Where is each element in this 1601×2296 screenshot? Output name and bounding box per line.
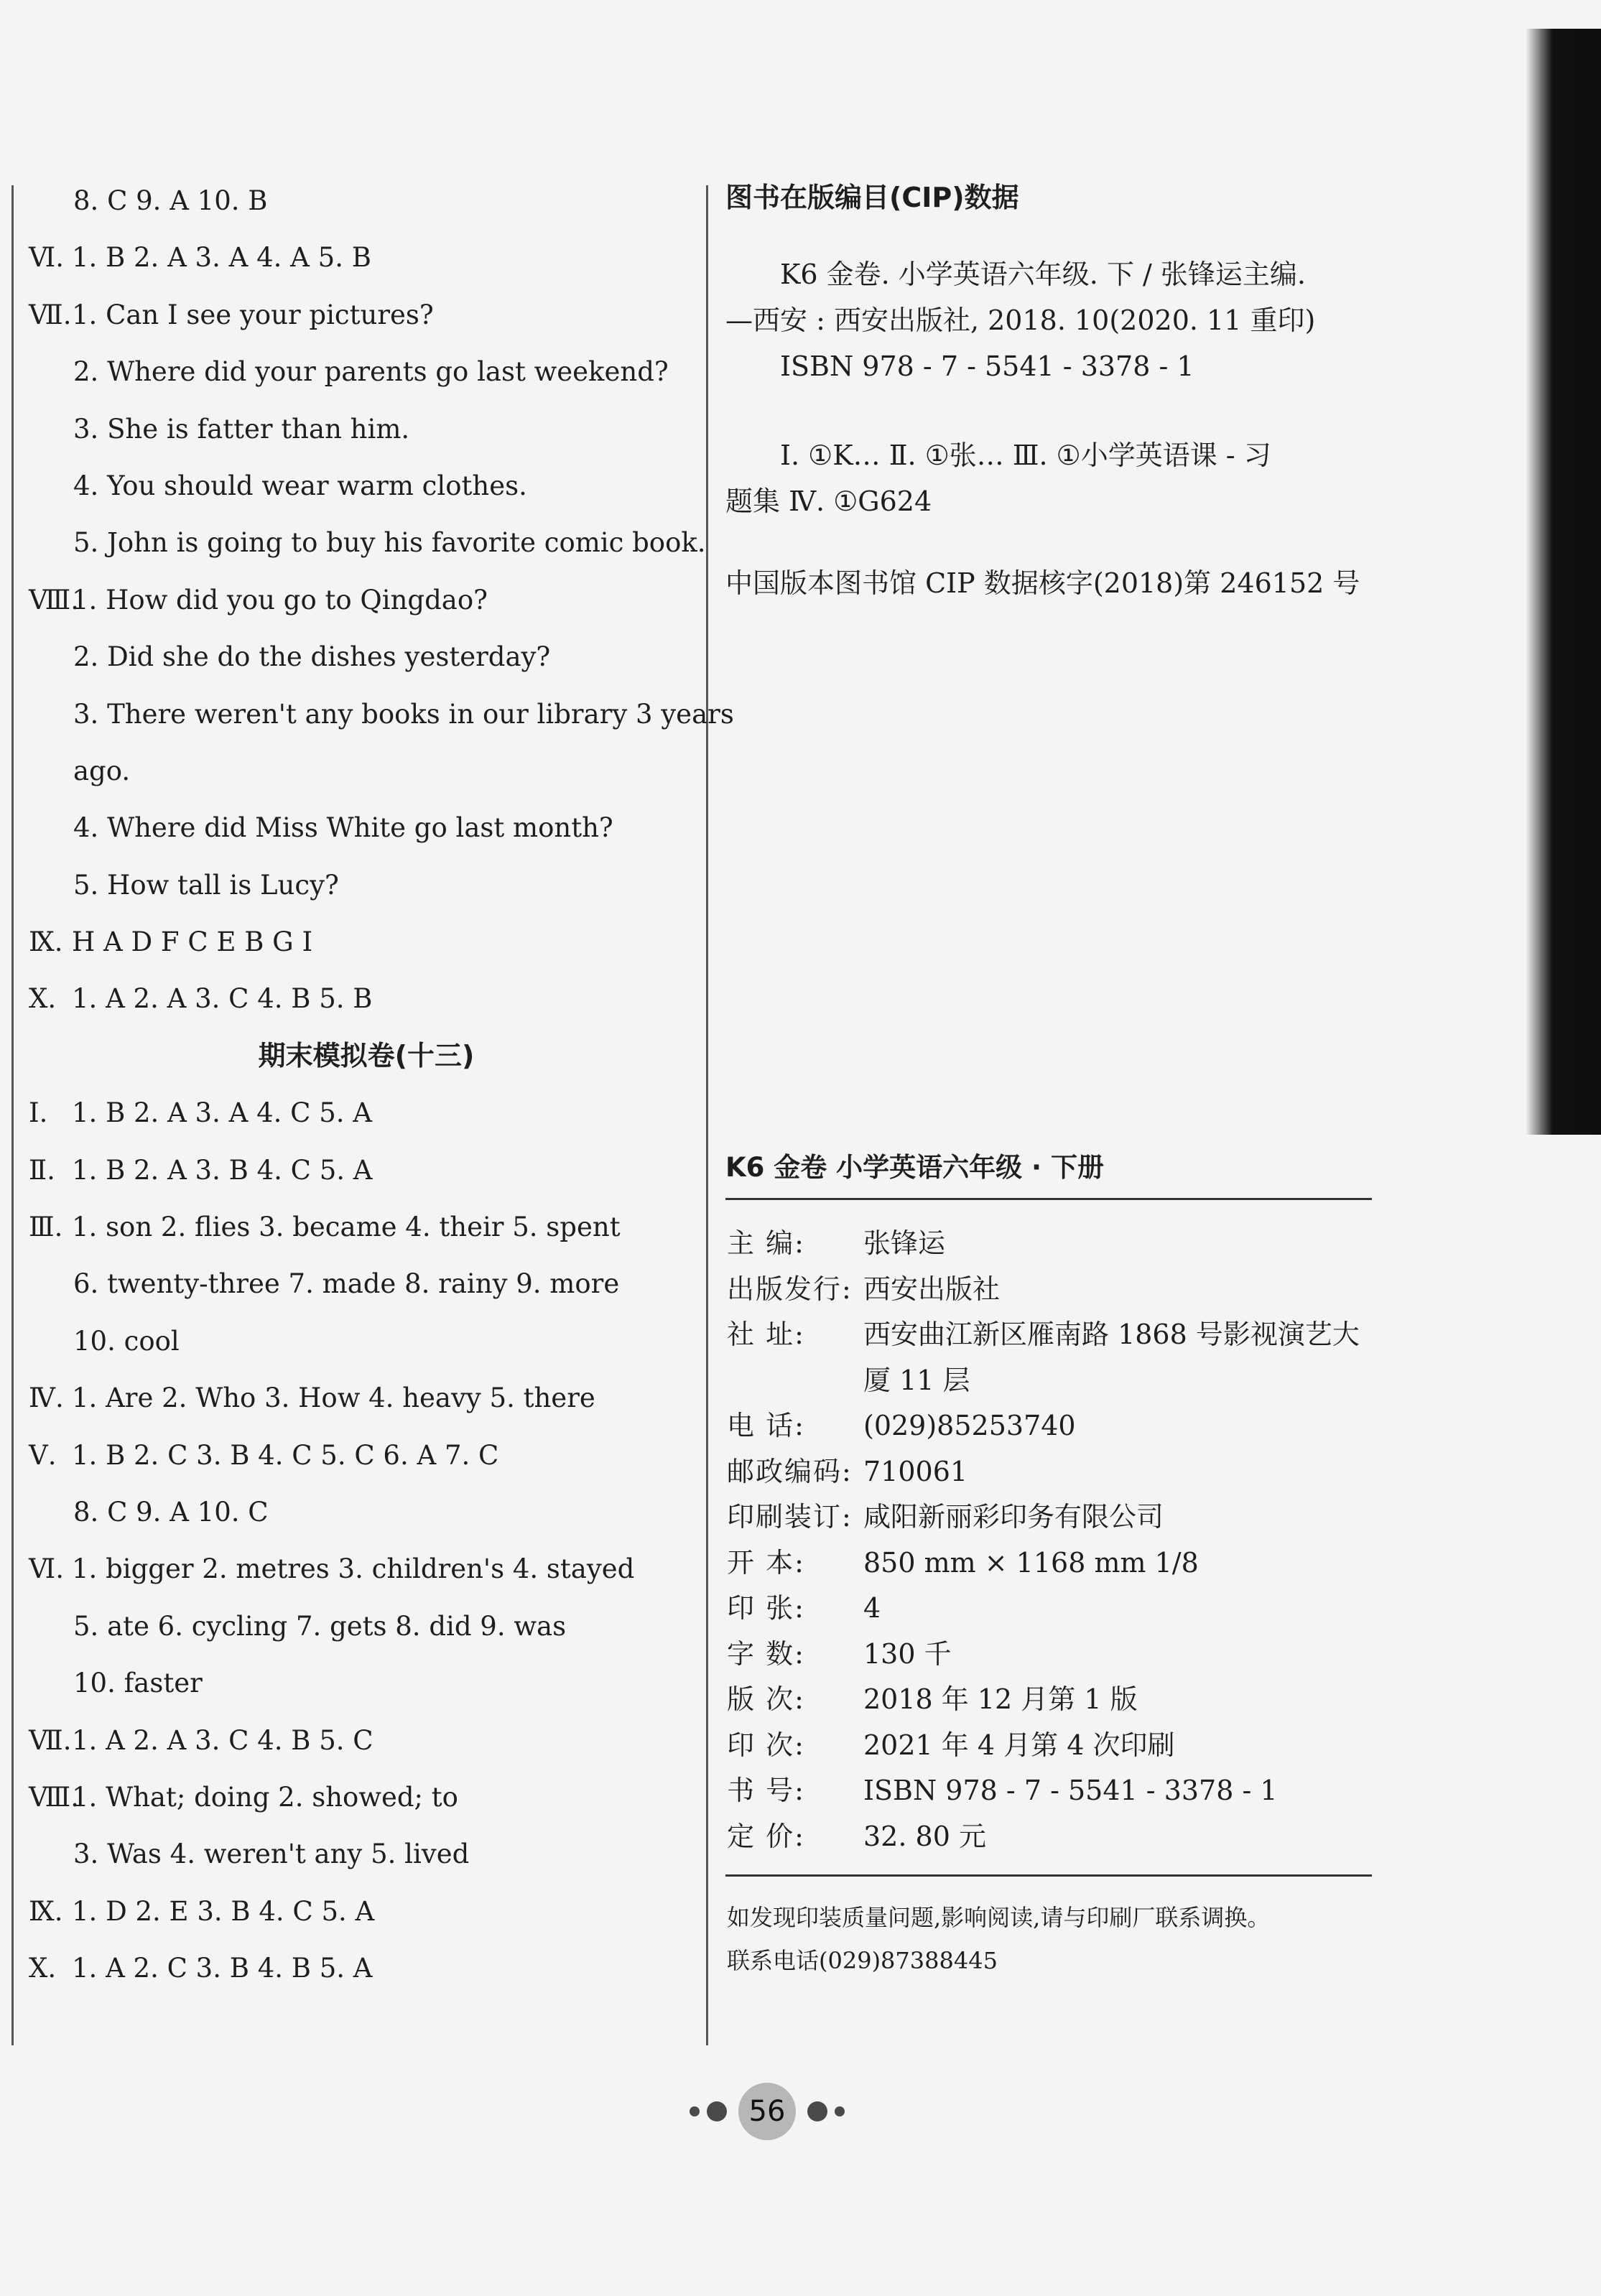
publication-specs [727,1221,1388,1859]
spec-key: 印刷装订: [727,1501,853,1533]
answer-text: 2. Did she do the dishes yesterday? [73,641,551,673]
answer-text: 3. There weren't any books in our library 3 years [73,698,734,730]
section-number: Ⅱ. [29,1154,55,1186]
answer-line [29,970,704,1027]
answer-text: 4. You should wear warm clothes. [73,470,527,501]
spec-key: 版 次: [727,1683,805,1715]
spec-value: 厦 11 层 [863,1364,970,1396]
section-number: Ⅰ. [29,1097,48,1129]
cip-line-3: ISBN 978 - 7 - 5541 - 3378 - 1 [780,350,1194,382]
spec-row [727,1768,1388,1814]
spec-key: 开 本: [727,1546,805,1579]
answer-line [29,1655,704,1711]
answer-line [29,1199,704,1255]
spec-value: 2021 年 4 月第 4 次印刷 [863,1729,1175,1761]
spec-key: 邮政编码: [727,1455,853,1487]
answer-text: 1. Are 2. Who 3. How 4. heavy 5. there [72,1382,595,1414]
answer-line [29,1598,704,1655]
section-heading: 期末模拟卷(十三) [258,1039,475,1072]
section-number: Ⅵ. [29,242,64,274]
page-dot-left-small [690,2106,700,2116]
spec-row [727,1677,1388,1723]
spec-value: 张锋运 [863,1227,946,1259]
section-number: Ⅳ. [29,1382,64,1414]
scan-dark-edge [1493,29,1601,1135]
answer-line [29,686,734,743]
spec-value: 710061 [863,1455,968,1487]
answer-line [29,1940,704,1997]
answer-text: 8. C 9. A 10. B [73,185,268,216]
section-number: Ⅵ. [29,1553,64,1585]
answer-line [29,1313,704,1370]
spec-value: 西安出版社 [863,1273,1001,1305]
quality-note [727,1896,1388,1982]
answer-text: 1. B 2. A 3. A 4. C 5. A [72,1097,373,1129]
spec-key: 印 次: [727,1729,805,1761]
quality-note-line-1: 如发现印装质量问题,影响阅读,请与印刷厂联系调换。 [727,1904,1271,1931]
spec-value: 4 [863,1592,881,1624]
spec-key: 主 编: [727,1227,805,1259]
spec-row [727,1495,1388,1540]
answer-text: 1. bigger 2. metres 3. children's 4. stayed [72,1553,635,1585]
spec-row [727,1586,1388,1632]
spec-value: 130 千 [863,1637,952,1670]
specs-top-rule [725,1198,1372,1200]
answer-text: ago. [73,755,131,786]
answer-text: 6. twenty-three 7. made 8. rainy 9. more [73,1268,620,1300]
answer-line [29,1769,704,1826]
spec-row [727,1267,1388,1313]
spec-value: (029)85253740 [863,1410,1076,1441]
answer-text: 1. How did you go to Qingdao? [72,584,488,615]
spec-row [727,1449,1388,1495]
spec-key: 出版发行: [727,1273,853,1305]
spec-row [727,1358,1388,1404]
spec-key: 社 址: [727,1319,805,1350]
answer-line [29,1255,704,1312]
answer-text: 3. Was 4. weren't any 5. lived [73,1839,470,1870]
spec-value: 32. 80 元 [863,1820,986,1852]
spec-row [727,1540,1388,1586]
section-number: Ⅷ. [29,1781,80,1813]
left-margin-rule [11,185,14,2045]
answer-line [29,514,704,571]
spec-row [727,1403,1388,1449]
spec-value: 850 mm × 1168 mm 1/8 [863,1546,1199,1579]
cip-line-6: 中国版本图书馆 CIP 数据核字(2018)第 246152 号 [725,567,1360,599]
answer-text: 1. A 2. A 3. C 4. B 5. C [72,1724,373,1756]
page-dot-right-small [835,2106,845,2116]
cip-title: 图书在版编目(CIP)数据 [725,182,1019,213]
answer-text: 1. B 2. C 3. B 4. C 5. C 6. A 7. C [72,1439,499,1471]
answer-line [29,799,704,856]
answer-line [29,1142,704,1199]
answer-line [29,1712,704,1769]
section-number: Ⅶ. [29,1724,72,1756]
answer-text: 10. faster [73,1668,203,1699]
answer-line [29,287,704,343]
spec-row [727,1632,1388,1678]
answer-text: 1. D 2. E 3. B 4. C 5. A [72,1895,375,1927]
answer-line [29,1084,704,1141]
answer-line [29,857,704,914]
page-dot-right-large [807,2101,827,2121]
answer-key-column [29,172,734,1997]
spec-row [727,1312,1388,1358]
answer-text: 4. Where did Miss White go last month? [73,812,613,844]
spec-key: 书 号: [727,1775,805,1806]
spec-row [727,1221,1388,1267]
cip-line-4: Ⅰ. ①K… Ⅱ. ①张… Ⅲ. ①小学英语课 - 习 [780,440,1271,471]
answer-line [29,743,704,799]
section-number: Ⅸ. [29,926,63,958]
answer-text: 1. son 2. flies 3. became 4. their 5. spent [72,1212,621,1243]
spec-row [727,1814,1388,1860]
answer-line [29,401,704,457]
answer-line [29,572,704,628]
cip-block [725,172,1386,606]
answer-line [29,1370,704,1426]
section-number: Ⅹ. [29,983,57,1015]
cip-line-2: —西安 : 西安出版社, 2018. 10(2020. 11 重印) [725,305,1316,336]
answer-line [29,229,704,286]
answer-text: 1. B 2. A 3. A 4. A 5. B [72,242,371,274]
spec-value: 2018 年 12 月第 1 版 [863,1683,1138,1715]
answer-text: 1. A 2. C 3. B 4. B 5. A [72,1953,373,1984]
cip-line-1: K6 金卷. 小学英语六年级. 下 / 张锋运主编. [780,259,1307,290]
answer-text: 3. She is fatter than him. [73,413,410,445]
cip-line-5: 题集 Ⅳ. ①G624 [725,485,932,517]
answer-text: 10. cool [73,1325,180,1357]
column-divider [706,185,708,2045]
answer-line [29,914,704,970]
answer-text: 5. John is going to buy his favorite comic book. [73,527,706,559]
section-number: Ⅴ. [29,1439,57,1471]
section-number: Ⅸ. [29,1895,63,1927]
answer-line [29,343,704,400]
answer-text: 2. Where did your parents go last weekend? [73,356,669,388]
answer-text: 1. What; doing 2. showed; to [72,1781,458,1813]
answer-text: 8. C 9. A 10. C [73,1496,269,1528]
section-number: Ⅹ. [29,1953,57,1984]
answer-line [29,1484,704,1540]
section-number: Ⅶ. [29,299,72,330]
quality-note-line-2: 联系电话(029)87388445 [727,1947,998,1974]
answer-text: 1. B 2. A 3. B 4. C 5. A [72,1154,373,1186]
spec-key: 印 张: [727,1592,805,1624]
section-number: Ⅲ. [29,1212,63,1243]
answer-line [29,1427,704,1484]
answer-text: 5. ate 6. cycling 7. gets 8. did 9. was [73,1610,567,1642]
spec-key: 字 数: [727,1637,805,1670]
answer-line [29,172,704,229]
answer-text: 1. A 2. A 3. C 4. B 5. B [72,983,373,1015]
spec-key: 电 话: [727,1410,805,1441]
answer-line [29,1826,704,1882]
section-number: Ⅷ. [29,584,80,615]
answer-text: 5. How tall is Lucy? [73,869,339,901]
specs-bottom-rule [725,1874,1372,1877]
answer-text: H A D F C E B G I [72,926,313,958]
answer-line [29,628,704,685]
spec-key: 定 价: [727,1820,805,1852]
spec-value: 咸阳新丽彩印务有限公司 [863,1501,1164,1533]
book-title: K6 金卷 小学英语六年级 · 下册 [725,1152,1104,1183]
answer-line [29,1883,704,1940]
page-dot-left-large [707,2101,727,2121]
spec-value: ISBN 978 - 7 - 5541 - 3378 - 1 [863,1775,1278,1806]
answer-line [29,457,704,514]
answer-text: 1. Can I see your pictures? [72,299,434,330]
page-number: 56 [738,2083,796,2140]
answer-line [29,1540,704,1597]
spec-value: 西安曲江新区雁南路 1868 号影视演艺大 [863,1319,1360,1350]
spec-row [727,1723,1388,1769]
